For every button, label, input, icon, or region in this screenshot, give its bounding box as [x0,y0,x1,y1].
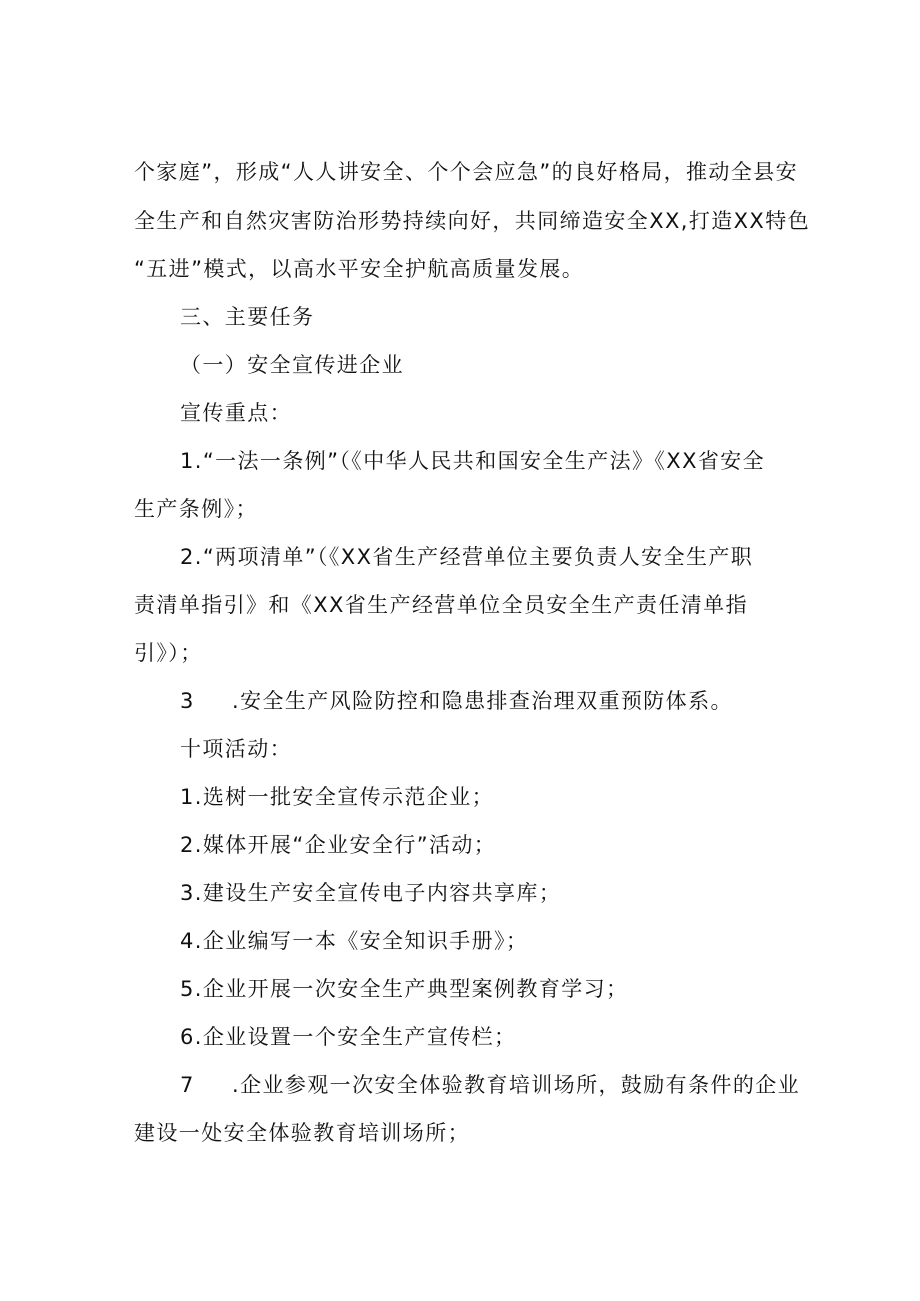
list-item: 1.“一法一条例”（《中华人民共和国安全生产法》《XX省安全 [180,449,766,473]
paragraph-line: 全生产和自然灾害防治形势持续向好，共同缔造安全XX,打造XX特色 [134,209,811,233]
list-item: 2.媒体开展“企业安全行”活动； [180,833,497,857]
list-heading: 十项活动： [180,737,292,761]
list-item-number: 7 [180,1073,195,1097]
list-item: 3.建设生产安全宣传电子内容共享库； [180,881,562,905]
paragraph-line: 个家庭”，形成“人人讲安全、个个会应急”的良好格局，推动全县安 [134,160,799,184]
list-item-continuation: 责清单指引》和《XX省生产经营单位全员安全生产责任清单指 [134,593,748,617]
list-item-continuation: 引》）； [134,641,203,665]
list-item: 1.选树一批安全宣传示范企业； [180,785,495,809]
list-heading: 宣传重点： [180,401,292,425]
list-item [180,689,733,713]
list-item-continuation: 建设一处安全体验教育培训场所； [134,1121,470,1145]
list-item-text: .企业参观一次安全体验教育培训场所，鼓励有条件的企业 [232,1073,801,1097]
list-item: 4.企业编写一本《安全知识手册》； [180,929,529,953]
list-item-continuation: 生产条例》； [134,497,258,521]
list-item: 6.企业设置一个安全生产宣传栏； [180,1025,517,1049]
list-item: 5.企业开展一次安全生产典型案例教育学习； [180,977,629,1001]
list-item-number: 3 [180,689,195,713]
subsection-heading: （一）安全宣传进企业 [180,353,404,377]
section-heading: 三、主要任务 [180,305,315,329]
list-item [180,1073,800,1097]
list-item-text: .安全生产风险防控和隐患排查治理双重预防体系。 [232,689,733,713]
paragraph-line: “五进”模式，以高水平安全护航高质量发展。 [134,257,585,281]
list-item: 2.“两项清单”（《XX省生产经营单位主要负责人安全生产职 [180,545,754,569]
